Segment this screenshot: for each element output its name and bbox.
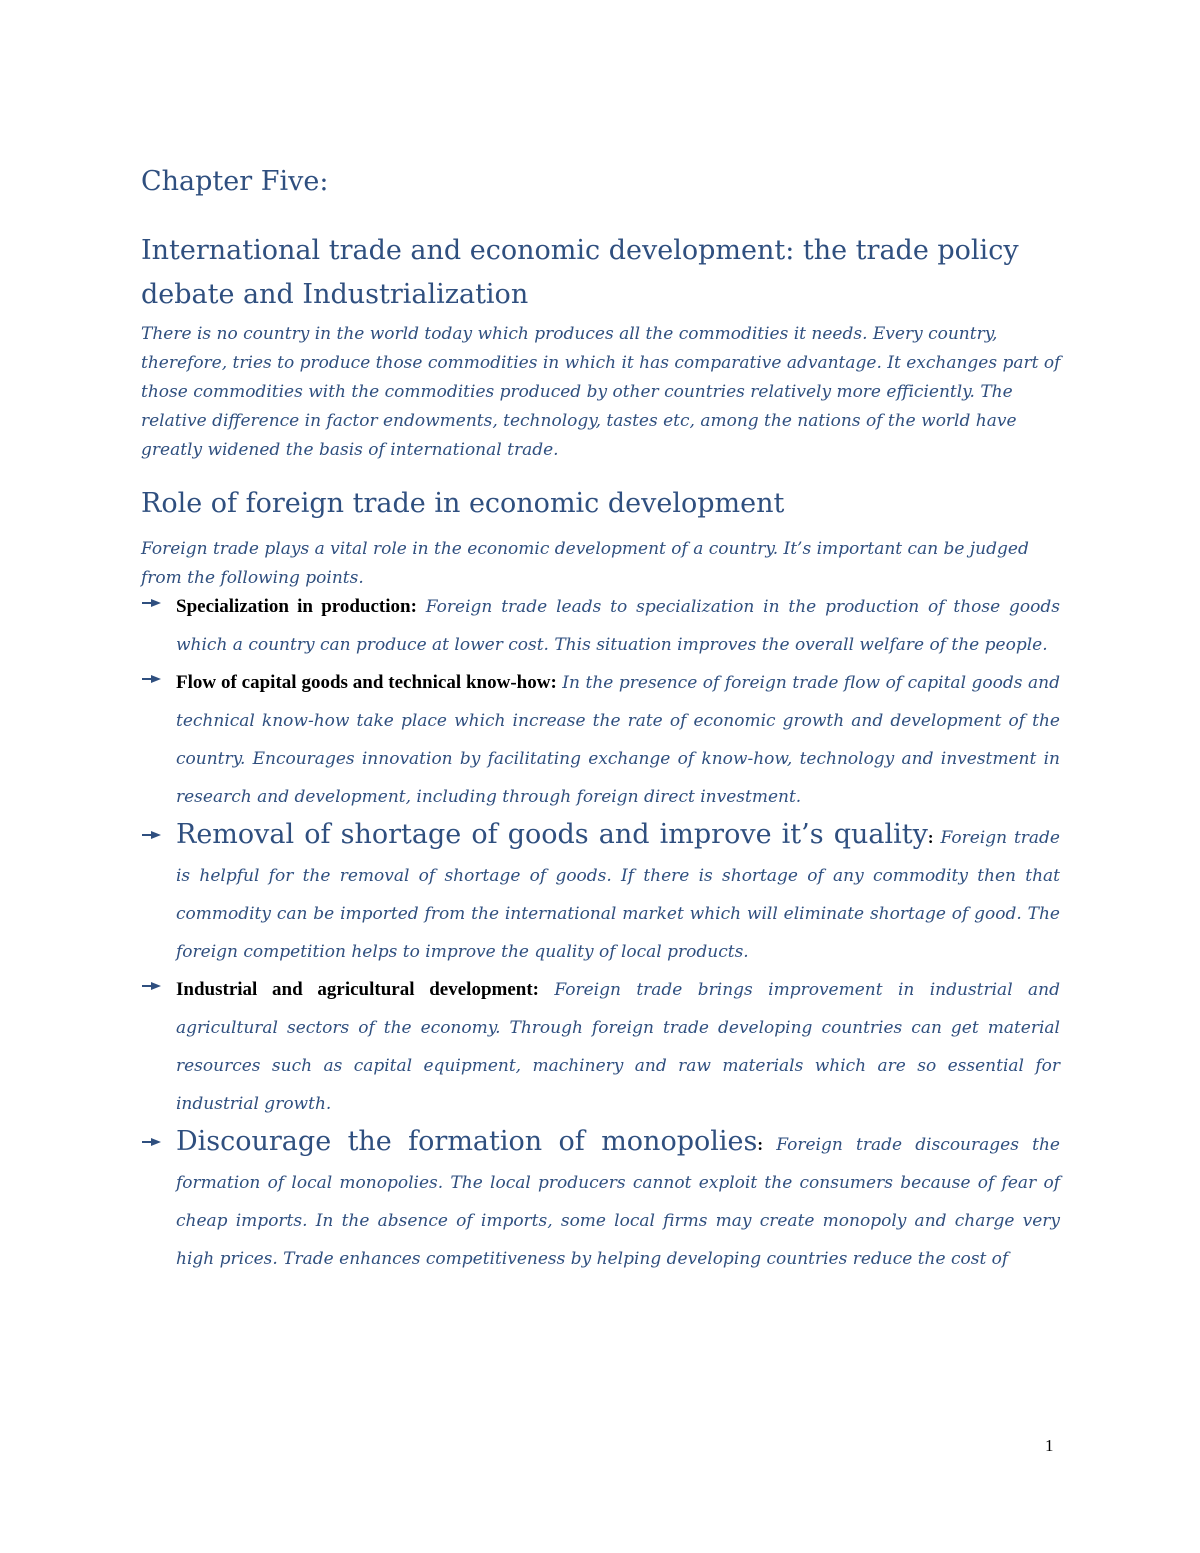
list-item xyxy=(0,971,1060,1123)
list-item-lead: Flow of capital goods and technical know-how: xyxy=(176,672,557,693)
section-heading: Role of foreign trade in economic development xyxy=(141,488,785,519)
list-item-lead: Specialization in production: xyxy=(176,596,417,617)
arrow-bullet-icon xyxy=(141,1137,163,1147)
list-item xyxy=(0,816,1060,971)
chapter-label: Chapter Five: xyxy=(141,166,329,197)
list-item-body: Foreign trade leads to specialization in the production of those goods which a country can produce at lower cost. This situation improves the overall welfare of the people. xyxy=(176,597,1060,655)
list-item-colon: : xyxy=(757,1135,764,1154)
list-item-lead: Removal of shortage of goods and improve it’s quality xyxy=(176,819,928,850)
arrow-bullet-icon xyxy=(141,981,163,991)
list-item-lead: Industrial and agricultural development: xyxy=(176,979,539,1000)
list-item xyxy=(0,664,1060,816)
section-intro: Foreign trade plays a vital role in the economic development of a country. It’s important can be judged from the following points. xyxy=(141,539,1029,588)
arrow-bullet-icon xyxy=(141,674,163,684)
intro-paragraph: There is no country in the world today which produces all the commodities it needs. Every country, therefore, tries to produce those commodities in which it has comparative advantage. It exchanges part of those commodities with the commodities produced by other countries relatively more efficiently. The relative difference in factor endowments, technology, tastes etc, among the nations of the world have greatly widened the basis of international trade. xyxy=(141,324,1061,460)
bullet-list xyxy=(0,588,1200,1278)
arrow-bullet-icon xyxy=(141,598,163,608)
list-item-lead: Discourage the formation of monopolies xyxy=(176,1126,758,1157)
list-item-body: Foreign trade brings improvement in industrial and agricultural sectors of the economy. Through foreign trade developing countries can get material resources such as capital equipment, machinery and raw materials which are so essential for industrial growth. xyxy=(176,980,1060,1114)
list-item xyxy=(0,1123,1060,1278)
page-number: 1 xyxy=(1045,1436,1054,1455)
chapter-title: International trade and economic development: the trade policy debate and Industrialization xyxy=(141,235,1019,310)
list-item xyxy=(0,588,1060,664)
list-item-colon: : xyxy=(927,828,934,847)
list-item-body: Foreign trade discourages the formation of local monopolies. The local producers cannot exploit the consumers because of fear of cheap imports. In the absence of imports, some local firms may create monopoly and charge very high prices. Trade enhances competitiveness by helping developing countries reduce the cost of xyxy=(176,1135,1060,1269)
arrow-bullet-icon xyxy=(141,830,163,840)
list-item-body: Foreign trade is helpful for the removal of shortage of goods. If there is shortage of any commodity then that commodity can be imported from the international market which will eliminate shortage of good. The foreign competition helps to improve the quality of local products. xyxy=(176,828,1060,962)
list-item-body: In the presence of foreign trade flow of capital goods and technical know-how take place which increase the rate of economic growth and development of the country. Encourages innovation by facilitating exchange of know-how, technology and investment in research and development, including through foreign direct investment. xyxy=(176,673,1060,807)
